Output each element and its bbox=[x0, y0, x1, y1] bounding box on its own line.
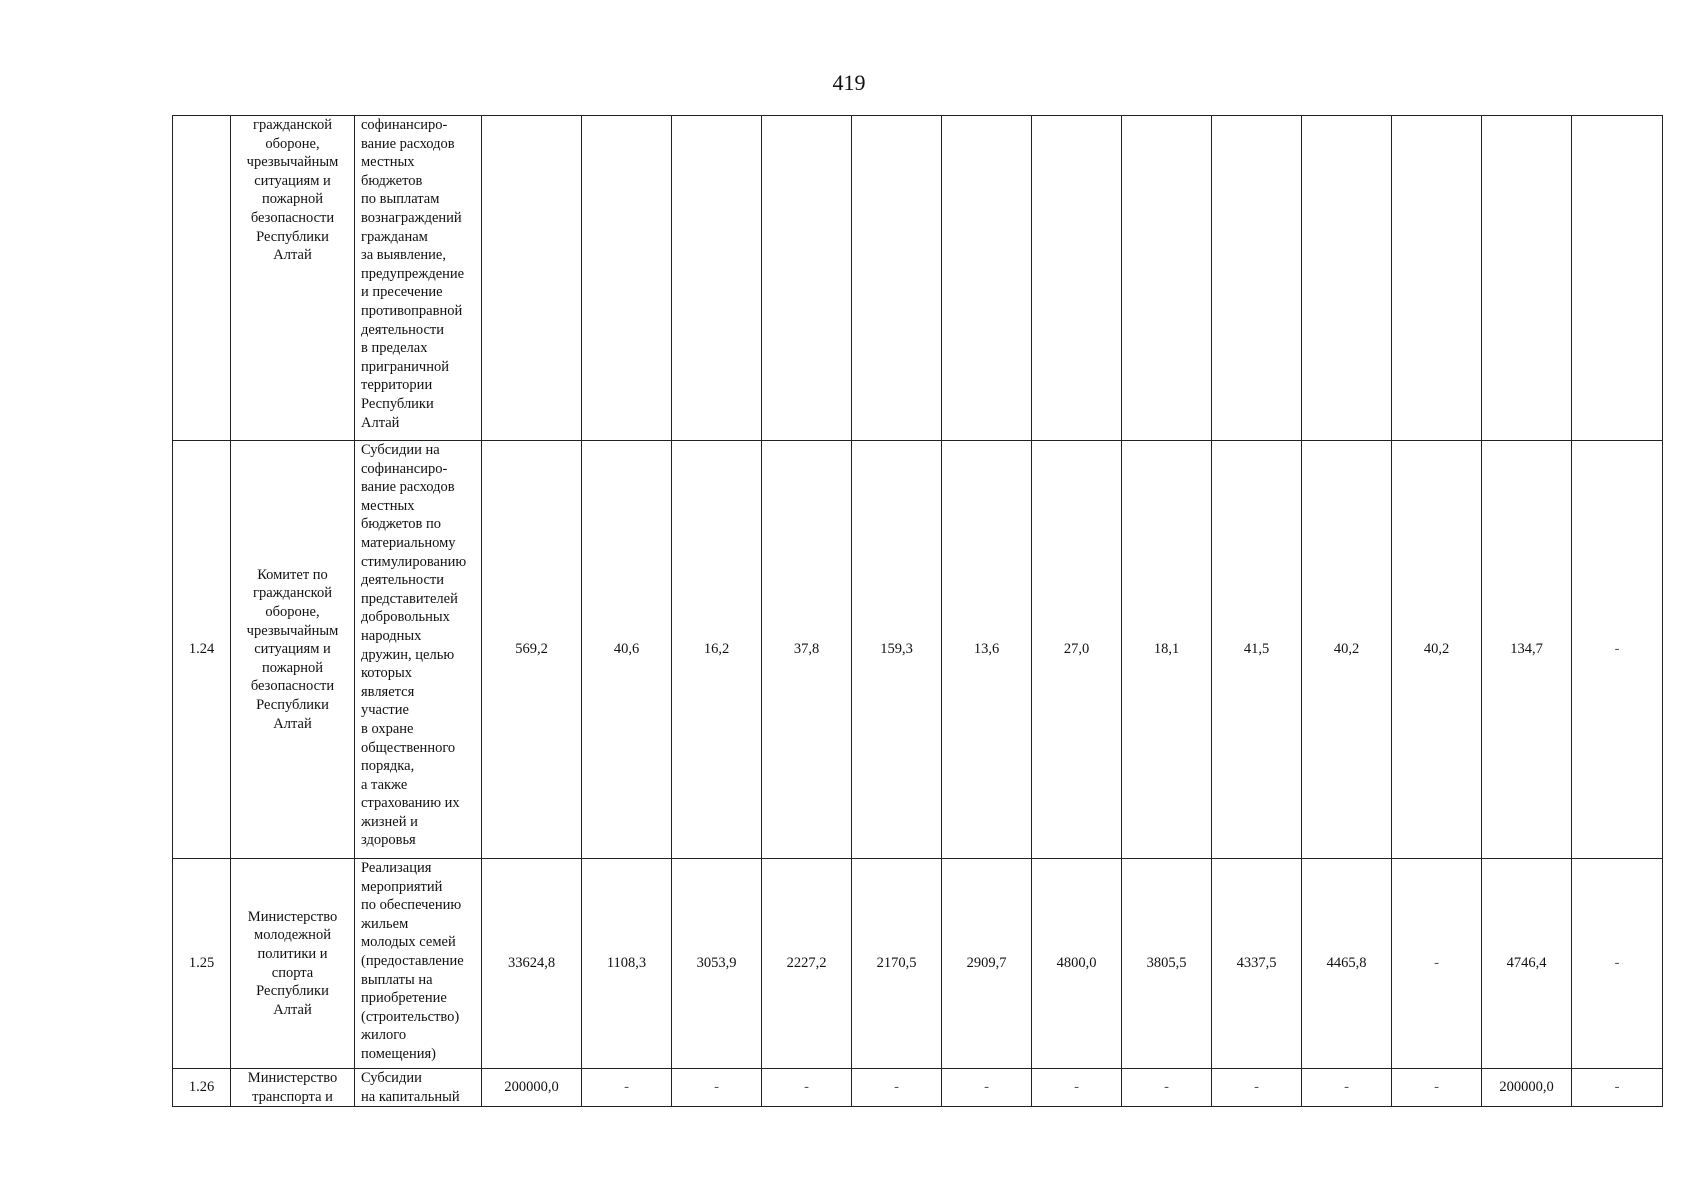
row-number-cell bbox=[173, 116, 231, 441]
executor-cell bbox=[231, 1069, 355, 1107]
page-number: 419 bbox=[832, 70, 866, 95]
value-cell bbox=[1392, 116, 1482, 441]
value-cell: 3805,5 bbox=[1122, 859, 1212, 1069]
table-row bbox=[173, 1069, 1663, 1107]
description-cell bbox=[355, 441, 482, 859]
row-number-cell: 1.25 bbox=[173, 859, 231, 1069]
executor-cell bbox=[231, 116, 355, 441]
value-cell: - bbox=[1392, 859, 1482, 1069]
value-cell bbox=[1212, 116, 1302, 441]
value-cell: 33624,8 bbox=[482, 859, 582, 1069]
value-cell: 41,5 bbox=[1212, 441, 1302, 859]
table-row bbox=[173, 116, 1663, 441]
value-cell: - bbox=[1572, 441, 1663, 859]
value-cell: 37,8 bbox=[762, 441, 852, 859]
value-cell: 13,6 bbox=[942, 441, 1032, 859]
executor-cell bbox=[231, 859, 355, 1069]
value-cell: 2170,5 bbox=[852, 859, 942, 1069]
value-cell: 134,7 bbox=[1482, 441, 1572, 859]
value-cell: 1108,3 bbox=[582, 859, 672, 1069]
value-cell: - bbox=[1032, 1069, 1122, 1107]
value-cell: 159,3 bbox=[852, 441, 942, 859]
value-cell: 40,2 bbox=[1302, 441, 1392, 859]
value-cell: 200000,0 bbox=[482, 1069, 582, 1107]
value-cell bbox=[1032, 116, 1122, 441]
value-cell bbox=[1122, 116, 1212, 441]
value-cell bbox=[1572, 116, 1663, 441]
executor-text: Министерство молодежной политики и спорта Республики Алтай bbox=[247, 908, 338, 1018]
value-cell: 2909,7 bbox=[942, 859, 1032, 1069]
description-cell bbox=[355, 116, 482, 441]
value-cell: - bbox=[1572, 859, 1663, 1069]
value-cell: 4337,5 bbox=[1212, 859, 1302, 1069]
description-text: Субсидии на капитальный bbox=[361, 1070, 460, 1105]
description-text: софинансиро- вание расходов местных бюджетов по выплатам вознаграждений гражданам за выявление, предупреждение и пресечение противоправной деятельности в пределах приграничной территории Республики Алтай bbox=[361, 117, 465, 431]
value-cell: 569,2 bbox=[482, 441, 582, 859]
value-cell bbox=[1302, 116, 1392, 441]
value-cell: 200000,0 bbox=[1482, 1069, 1572, 1107]
value-cell bbox=[942, 116, 1032, 441]
value-cell: 27,0 bbox=[1032, 441, 1122, 859]
row-number-cell: 1.26 bbox=[173, 1069, 231, 1107]
value-cell: - bbox=[762, 1069, 852, 1107]
description-cell bbox=[355, 859, 482, 1069]
executor-text: гражданской обороне, чрезвычайным ситуациям и пожарной безопасности Республики Алтай bbox=[246, 117, 339, 264]
description-cell bbox=[355, 1069, 482, 1107]
value-cell bbox=[852, 116, 942, 441]
description-text: Реализация мероприятий по обеспечению жильем молодых семей (предоставление выплаты на приобретение (строительство) жилого помещения) bbox=[361, 860, 464, 1062]
value-cell: 3053,9 bbox=[672, 859, 762, 1069]
budget-table bbox=[172, 115, 1663, 1107]
value-cell: - bbox=[1212, 1069, 1302, 1107]
value-cell: - bbox=[942, 1069, 1032, 1107]
value-cell bbox=[1482, 116, 1572, 441]
value-cell: - bbox=[672, 1069, 762, 1107]
value-cell: 4746,4 bbox=[1482, 859, 1572, 1069]
value-cell: - bbox=[1572, 1069, 1663, 1107]
value-cell bbox=[762, 116, 852, 441]
value-cell: - bbox=[852, 1069, 942, 1107]
description-text: Субсидии на софинансиро- вание расходов местных бюджетов по материальному стимулированию деятельности представителей добровольных народных дружин, целью которых является участие в охране общественного порядка, а также страхованию их жизней и здоровья bbox=[361, 442, 467, 849]
table-row bbox=[173, 859, 1663, 1069]
value-cell: - bbox=[1302, 1069, 1392, 1107]
value-cell: - bbox=[582, 1069, 672, 1107]
value-cell: - bbox=[1122, 1069, 1212, 1107]
value-cell: - bbox=[1392, 1069, 1482, 1107]
executor-cell bbox=[231, 441, 355, 859]
value-cell: 18,1 bbox=[1122, 441, 1212, 859]
value-cell bbox=[482, 116, 582, 441]
value-cell bbox=[672, 116, 762, 441]
value-cell: 16,2 bbox=[672, 441, 762, 859]
table-row bbox=[173, 441, 1663, 859]
row-number-cell: 1.24 bbox=[173, 441, 231, 859]
value-cell: 4800,0 bbox=[1032, 859, 1122, 1069]
executor-text: Комитет по гражданской обороне, чрезвычайным ситуациям и пожарной безопасности Республики Алтай bbox=[246, 566, 339, 732]
value-cell bbox=[582, 116, 672, 441]
value-cell: 40,6 bbox=[582, 441, 672, 859]
value-cell: 2227,2 bbox=[762, 859, 852, 1069]
executor-text: Министерство транспорта и bbox=[247, 1070, 338, 1105]
value-cell: 40,2 bbox=[1392, 441, 1482, 859]
value-cell: 4465,8 bbox=[1302, 859, 1392, 1069]
